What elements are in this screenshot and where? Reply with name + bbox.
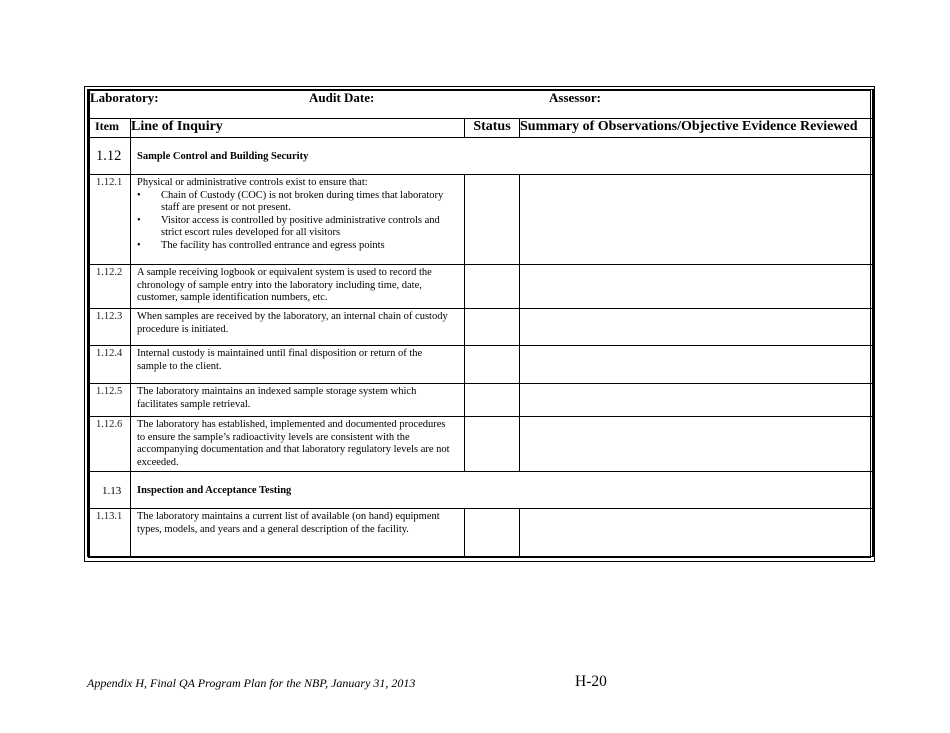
audit-header-row bbox=[89, 90, 874, 119]
item-number: 1.13.1 bbox=[89, 509, 131, 557]
inquiry-intro: Physical or administrative controls exist to ensure that: bbox=[137, 177, 368, 188]
item-number: 1.12.5 bbox=[89, 384, 131, 417]
inquiry-text: The laboratory has established, implemented and documented procedures to ensure the sample’s radioactivity levels are consistent with the accompanying documentation and that laboratory regulatory levels are not exceeded. bbox=[131, 417, 465, 472]
assessor-label: Assessor: bbox=[549, 90, 601, 105]
inquiry-text: A sample receiving logbook or equivalent system is used to record the chronology of sample entry into the laboratory including time, date, customer, sample identification numbers, etc. bbox=[131, 265, 465, 309]
section-row-1-13 bbox=[89, 472, 874, 509]
status-cell[interactable] bbox=[465, 417, 520, 472]
inquiry-bullet: • Chain of Custody (COC) is not broken during times that laboratory staff are present or not present. bbox=[137, 190, 454, 215]
status-cell[interactable] bbox=[465, 384, 520, 417]
item-number: 1.12.6 bbox=[89, 417, 131, 472]
inquiry-text: The laboratory maintains an indexed sample storage system which facilitates sample retrieval. bbox=[131, 384, 465, 417]
item-number: 1.12.4 bbox=[89, 346, 131, 384]
summary-cell[interactable] bbox=[520, 309, 874, 346]
summary-cell[interactable] bbox=[520, 384, 874, 417]
table-row bbox=[89, 346, 874, 384]
section-row-1-12 bbox=[89, 138, 874, 175]
footer-page-number: H-20 bbox=[575, 673, 607, 690]
inquiry-text: Internal custody is maintained until final disposition or return of the sample to the client. bbox=[131, 346, 465, 384]
summary-cell[interactable] bbox=[520, 175, 874, 265]
column-header-line-of-inquiry: Line of Inquiry bbox=[131, 119, 465, 138]
audit-checklist-table bbox=[87, 89, 875, 557]
status-cell[interactable] bbox=[465, 175, 520, 265]
status-cell[interactable] bbox=[465, 346, 520, 384]
column-header-summary: Summary of Observations/Objective Evidence Reviewed bbox=[520, 119, 874, 138]
inquiry-bullet: • The facility has controlled entrance and egress points bbox=[137, 240, 454, 253]
inquiry-text bbox=[131, 175, 465, 265]
table-row bbox=[89, 175, 874, 265]
summary-cell[interactable] bbox=[520, 265, 874, 309]
table-row bbox=[89, 309, 874, 346]
status-cell[interactable] bbox=[465, 509, 520, 557]
item-number: 1.12.3 bbox=[89, 309, 131, 346]
table-row bbox=[89, 509, 874, 557]
audit-header-cell bbox=[89, 90, 874, 119]
inquiry-bullet: • Visitor access is controlled by positive administrative controls and strict escort rules developed for all visitors bbox=[137, 215, 454, 240]
audit-date-label: Audit Date: bbox=[309, 90, 375, 105]
section-number: 1.12 bbox=[89, 138, 131, 175]
table-row bbox=[89, 384, 874, 417]
inquiry-text: When samples are received by the laboratory, an internal chain of custody procedure is initiated. bbox=[131, 309, 465, 346]
item-number: 1.12.2 bbox=[89, 265, 131, 309]
summary-cell[interactable] bbox=[520, 417, 874, 472]
summary-cell[interactable] bbox=[520, 509, 874, 557]
status-cell[interactable] bbox=[465, 265, 520, 309]
status-cell[interactable] bbox=[465, 309, 520, 346]
inquiry-text: The laboratory maintains a current list of available (on hand) equipment types, models, and years and a general description of the facility. bbox=[131, 509, 465, 557]
section-title: Inspection and Acceptance Testing bbox=[131, 472, 874, 509]
laboratory-label: Laboratory: bbox=[90, 90, 159, 105]
column-header-row bbox=[89, 119, 874, 138]
table-row bbox=[89, 417, 874, 472]
column-header-item: Item bbox=[89, 119, 131, 138]
section-title: Sample Control and Building Security bbox=[131, 138, 874, 175]
column-header-status: Status bbox=[465, 119, 520, 138]
table-row bbox=[89, 265, 874, 309]
summary-cell[interactable] bbox=[520, 346, 874, 384]
footer-document-title: Appendix H, Final QA Program Plan for the NBP, January 31, 2013 bbox=[87, 676, 416, 690]
section-number: 1.13 bbox=[89, 472, 131, 509]
inquiry-bullet-list bbox=[137, 190, 454, 253]
item-number: 1.12.1 bbox=[89, 175, 131, 265]
